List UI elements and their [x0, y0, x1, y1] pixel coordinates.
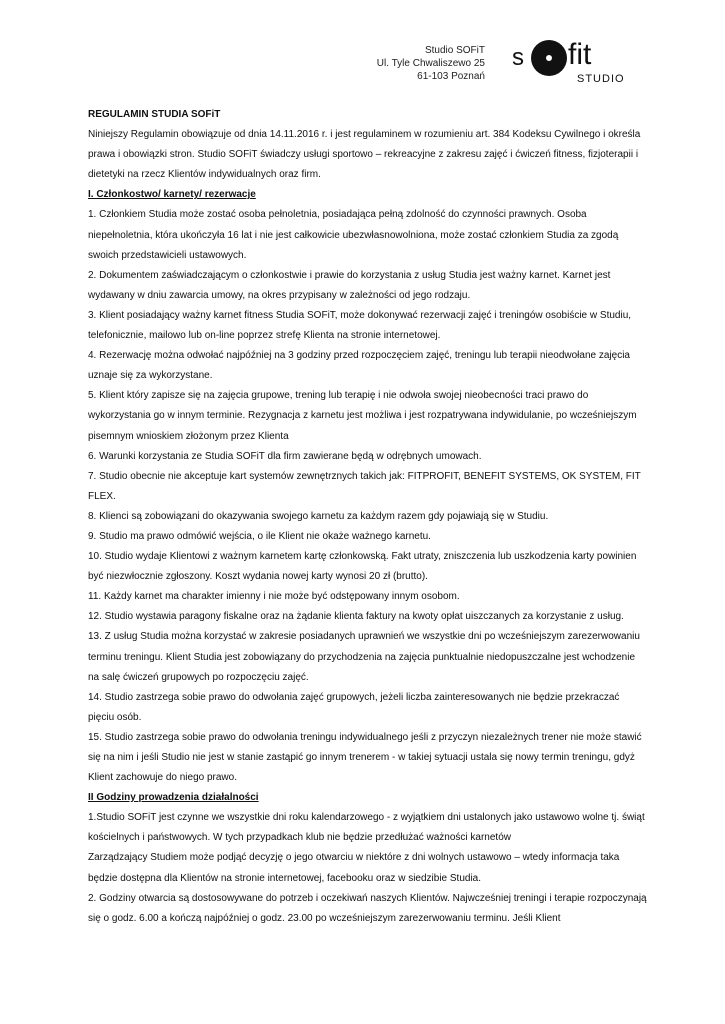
address-line: 61-103 Poznań — [417, 71, 485, 82]
rule-item: 8. Klienci są zobowiązani do okazywania swojego karnetu za każdym razem gdy pojawiają się w Studiu. — [88, 510, 549, 522]
address-line: Studio SOFiT — [424, 45, 485, 56]
logo-circle-icon — [531, 40, 567, 76]
document-body — [88, 105, 648, 929]
rule-item: 6. Warunki korzystania ze Studia SOFiT dla firm zawierane będą w odrębnych umowach. — [88, 450, 482, 462]
address-line: Ul. Tyle Chwaliszewo 25 — [376, 58, 485, 69]
intro-paragraph: Niniejszy Regulamin obowiązuje od dnia 14.11.2016 r. i jest regulaminem w rozumieniu art. 384 Kodeksu Cywilnego i określa prawa i obowiązki stron. Studio SOFiT świadczy usługi sportowo – rekreacyjne z zakresu zajęć i ćwiczeń fitness, fizjoterapii i dietetyki na rzecz Klientów indywidualnych oraz firm. — [88, 129, 641, 181]
rule-item: 3. Klient posiadający ważny karnet fitness Studia SOFiT, może dokonywać rezerwacji zajęć i treningów osobiście w Studiu, telefonicznie, mailowo lub on-line poprzez strefę Klienta na stronie internetowej. — [88, 309, 632, 342]
rule-item: 12. Studio wystawia paragony fiskalne oraz na żądanie klienta faktury na kwoty opłat uiszczanych za korzystanie z usług. — [88, 611, 624, 623]
rule-item: 11. Każdy karnet ma charakter imienny i nie może być odstępowany innym osobom. — [88, 591, 460, 603]
rule-item: 14. Studio zastrzega sobie prawo do odwołania zajęć grupowych, jeżeli liczba zainteresowanych nie będzie przekraczać pięciu osób. — [88, 691, 620, 723]
logo-word-studio: STUDIO — [577, 73, 625, 85]
rule-item: Zarządzający Studiem może podjąć decyzję o jego otwarciu w niektóre z dni wolnych ustawowo – wtedy informacja taka będzie dostępna dla Klientów na stronie internetowej, facebooku oraz w siedzibie Studia. — [88, 852, 620, 884]
rule-item: 1. Członkiem Studia może zostać osoba pełnoletnia, posiadająca pełną zdolność do czynności prawnych. Osoba niepełnoletnia, która ukończyła 16 lat i nie jest całkowicie ubezwłasnowolniona, może zostać członkiem Studia za zgodą swoich przedstawicieli ustawowych. — [88, 209, 619, 261]
rule-item: 15. Studio zastrzega sobie prawo do odwołania treningu indywidualnego jeśli z przyczyn niezależnych trener nie może stawić się na nim i jeśli Studio nie jest w stanie zastąpić go innym trenerem - w takiej sytuacji ustala się nowy termin treningu, gdyż Klient zachowuje do niego prawo. — [88, 731, 642, 784]
sofit-logo — [512, 38, 630, 90]
rule-item: 9. Studio ma prawo odmówić wejścia, o ile Klient nie okaże ważnego karnetu. — [88, 530, 431, 542]
rule-item: 5. Klient który zapisze się na zajęcia grupowe, trening lub terapię i nie odwoła swojej nieobecności traci prawo do wykorzystania go w innym terminie. Rezygnacja z karnetu jest możliwa i jest rozpatrywana indywidulanie, po wcześniejszym pisemnym wnioskiem złożonym przez Klienta — [88, 390, 637, 442]
section-heading-membership: I. Członkostwo/ karnety/ rezerwacje — [88, 189, 256, 201]
rule-item: 7. Studio obecnie nie akceptuje kart systemów zewnętrznych takich jak: FITPROFIT, BENEFIT SYSTEMS, OK SYSTEM, FIT FLEX. — [88, 470, 641, 502]
rule-item: 2. Dokumentem zaświadczającym o członkostwie i prawie do korzystania z usług Studia jest ważny karnet. Karnet jest wydawany w dniu zawarcia umowy, na okres przypisany w zależności od jego rodzaju. — [88, 269, 611, 301]
studio-address — [377, 44, 485, 83]
logo-letter-s: s — [512, 44, 524, 71]
rule-item: 1.Studio SOFiT jest czynne we wszystkie dni roku kalendarzowego - z wyjątkiem dni ustalonych jako ustawowo wolne tj. świąt kościelnych i państwowych. W tych przypadkach klub nie będzie przedłużać ważności karnetów — [88, 812, 645, 844]
section-heading-opening-hours: II Godziny prowadzenia działalności — [88, 792, 259, 804]
rule-item: 4. Rezerwację można odwołać najpóźniej na 3 godziny przed rozpoczęciem zajęć, treningu lub terapii nieodwołane zajęcia uznaje się za wykorzystane. — [88, 350, 630, 382]
logo-word-fit: fit — [568, 38, 592, 71]
rule-item: 2. Godziny otwarcia są dostosowywane do potrzeb i oczekiwań naszych Klientów. Najwcześniej treningi i terapie rozpoczynają się o godz. 6.00 a kończą najpóźniej o godz. 23.00 po wcześniejszym zarezerwowaniu terminu. Jeśli Klient — [88, 892, 647, 924]
rule-item: 10. Studio wydaje Klientowi z ważnym karnetem kartę członkowską. Fakt utraty, zniszczenia lub uszkodzenia karty powinien być niezwłocznie zgłoszony. Koszt wydania nowej karty wynosi 20 zł (brutto). — [88, 551, 637, 583]
rule-item: 13. Z usług Studia można korzystać w zakresie posiadanych uprawnień we wszystkie dni po wcześniejszym zarezerwowaniu terminu treningu. Klient Studia jest zobowiązany do przychodzenia na zajęcia punktualnie niedopuszczalne jest wchodzenie na salę ćwiczeń grupowych po rozpoczęciu zajęć. — [88, 631, 640, 683]
document-title: REGULAMIN STUDIA SOFiT — [88, 109, 221, 120]
